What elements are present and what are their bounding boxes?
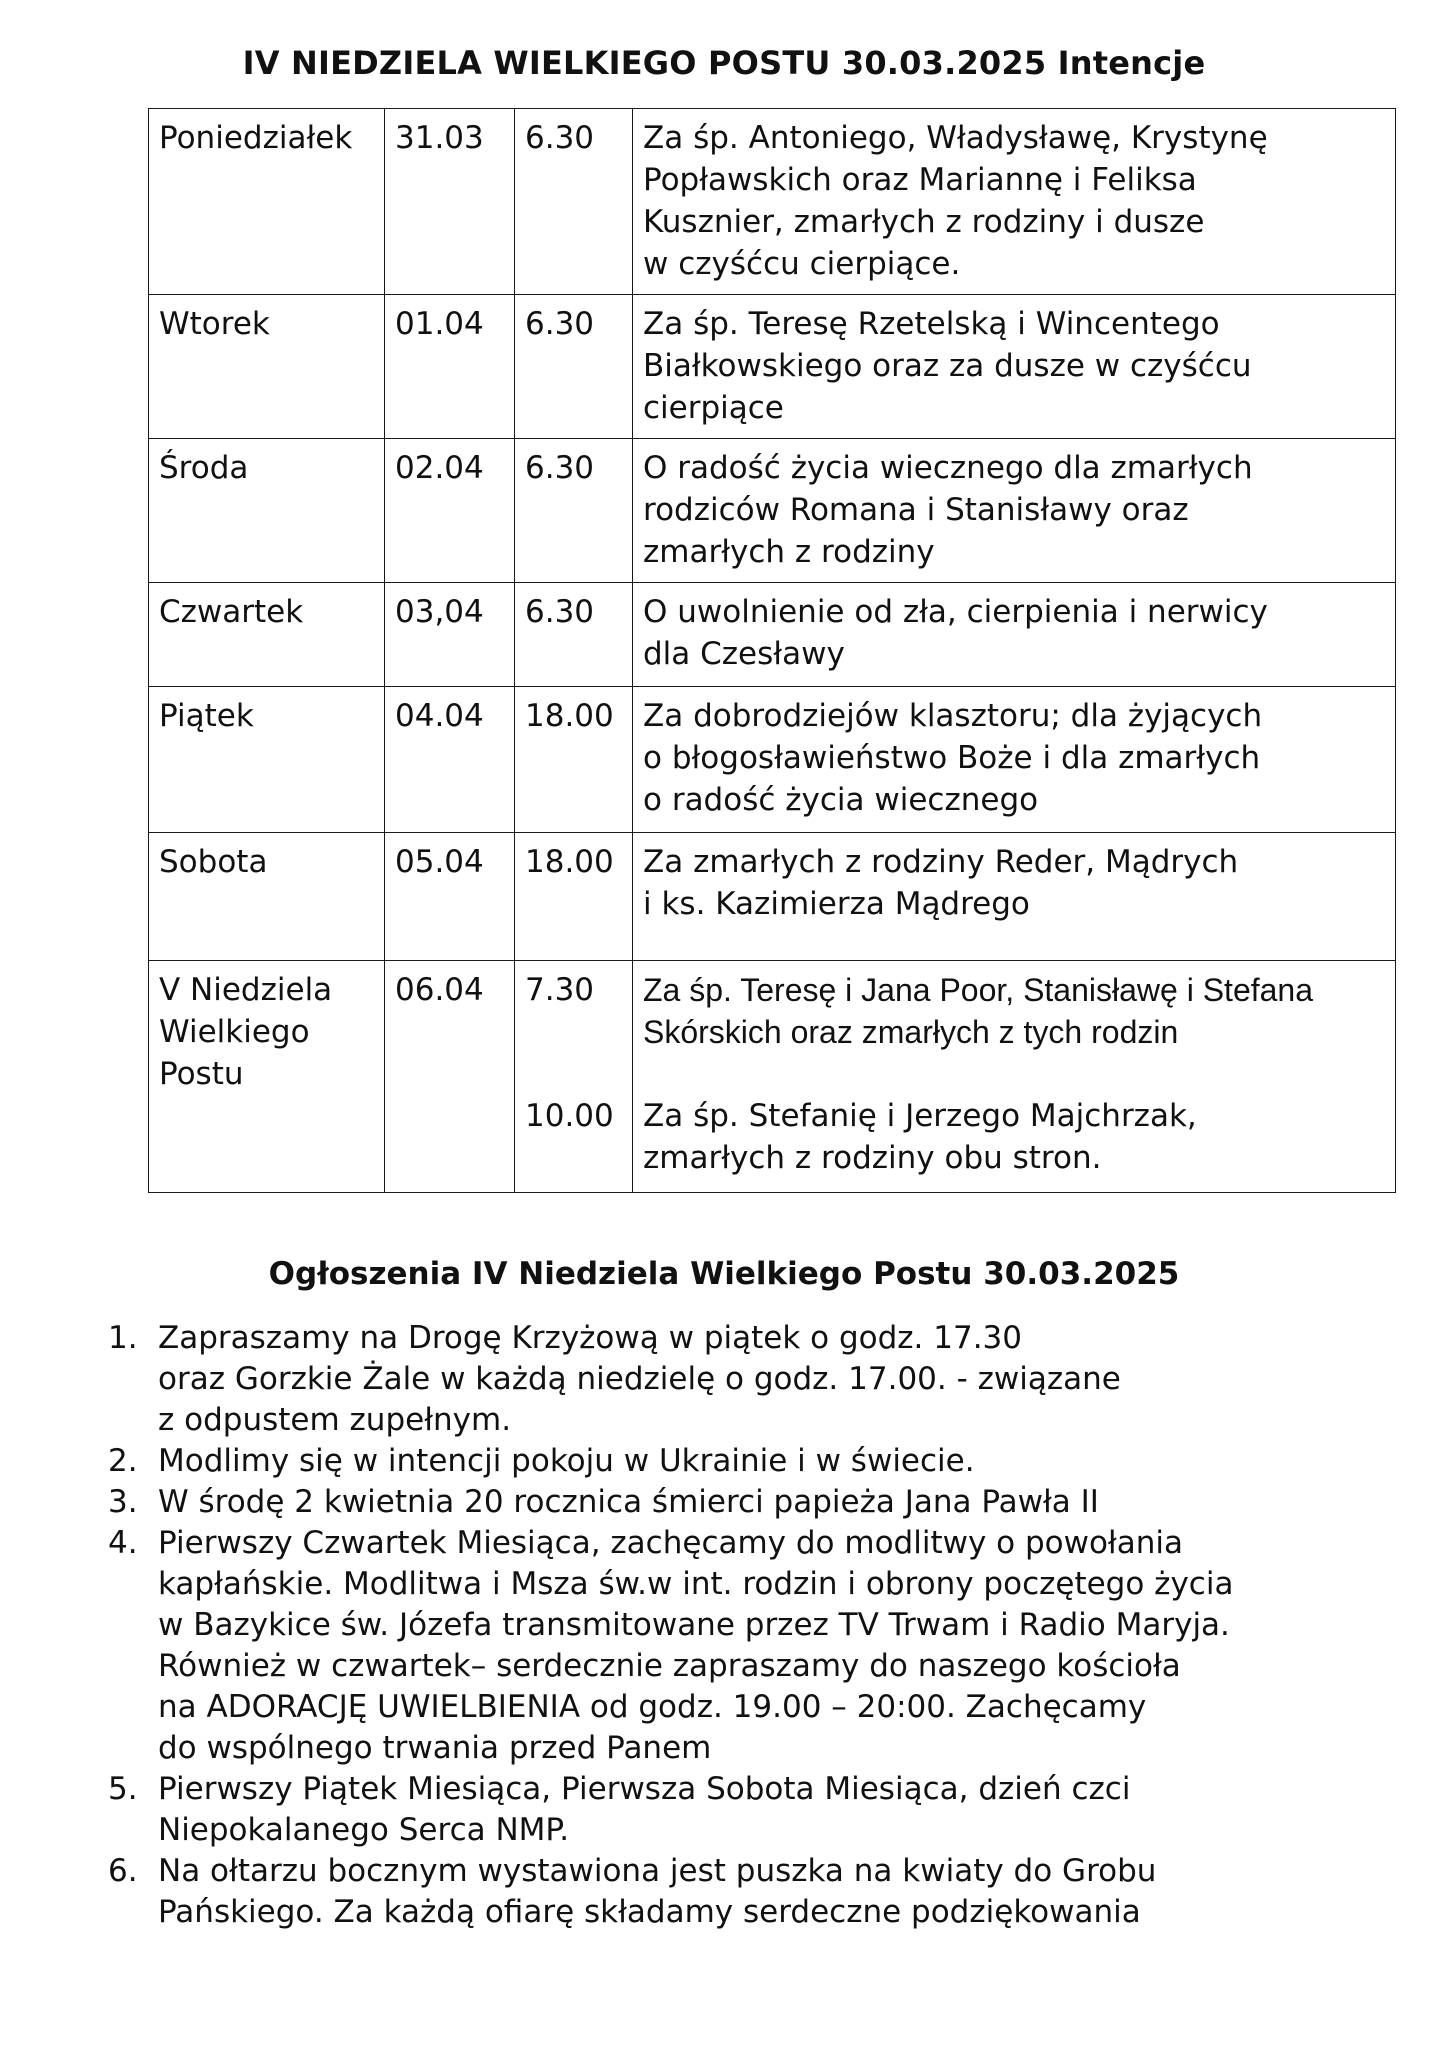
item-number: 2. — [108, 1443, 138, 1479]
day-cell: V Niedziela Wielkiego Postu — [149, 961, 385, 1193]
list-item — [108, 1523, 1368, 1769]
announcements-list — [108, 1318, 1368, 1933]
intention-cell: O uwolnienie od zła, cierpienia i nerwicy dla Czesławy — [633, 583, 1396, 687]
date-cell: 31.03 — [385, 109, 515, 295]
intention-cell: Za dobrodziejów klasztoru; dla żyjących o błogosławieństwo Boże i dla zmarłych o radość życia wiecznego — [633, 687, 1396, 833]
item-text: W środę 2 kwietnia 20 rocznica śmierci papieża Jana Pawła II — [158, 1484, 1099, 1520]
table-row — [149, 961, 1396, 1193]
day-cell: Czwartek — [149, 583, 385, 687]
intention-cell — [633, 961, 1396, 1193]
date-cell: 01.04 — [385, 295, 515, 439]
date-cell: 06.04 — [385, 961, 515, 1193]
item-text: Zapraszamy na Drogę Krzyżową w piątek o godz. 17.30 oraz Gorzkie Żale w każdą niedzielę o godz. 17.00. - związane z odpustem zupełnym. — [158, 1320, 1121, 1438]
time-entry-1: 7.30 — [525, 972, 595, 1008]
time-cell — [515, 961, 633, 1193]
list-item — [108, 1441, 1368, 1482]
time-cell: 6.30 — [515, 583, 633, 687]
time-cell: 18.00 — [515, 833, 633, 961]
item-number: 3. — [108, 1484, 138, 1520]
date-cell: 03,04 — [385, 583, 515, 687]
time-cell: 6.30 — [515, 439, 633, 583]
time-cell: 6.30 — [515, 109, 633, 295]
intentions-table — [148, 108, 1396, 1193]
page-title: IV NIEDZIELA WIELKIEGO POSTU 30.03.2025 Intencje — [242, 44, 1206, 82]
item-text: Na ołtarzu bocznym wystawiona jest puszka na kwiaty do Grobu Pańskiego. Za każdą ofiarę składamy serdeczne podziękowania — [158, 1853, 1157, 1930]
item-number: 1. — [108, 1320, 138, 1356]
intention-cell: O radość życia wiecznego dla zmarłych rodziców Romana i Stanisławy oraz zmarłych z rodziny — [633, 439, 1396, 583]
announcements-title: Ogłoszenia IV Niedziela Wielkiego Postu 30.03.2025 — [268, 1256, 1180, 1292]
time-cell: 6.30 — [515, 295, 633, 439]
intention-cell: Za zmarłych z rodziny Reder, Mądrych i ks. Kazimierza Mądrego — [633, 833, 1396, 961]
table-row — [149, 687, 1396, 833]
day-cell: Sobota — [149, 833, 385, 961]
time-entry-2: 10.00 — [525, 1098, 614, 1134]
day-cell: Poniedziałek — [149, 109, 385, 295]
table-row — [149, 583, 1396, 687]
date-cell: 05.04 — [385, 833, 515, 961]
day-cell: Piątek — [149, 687, 385, 833]
item-text: Pierwszy Czwartek Miesiąca, zachęcamy do modlitwy o powołania kapłańskie. Modlitwa i Msza św.w int. rodzin i obrony poczętego życia w Bazykice św. Józefa transmitowane przez TV Trwam i Radio Maryja. Również w czwartek– serdecznie zapraszamy do naszego kościoła na ADORACJĘ UWIELBIENIA od godz. 19.00 – 20:00. Zachęcamy do wspólnego trwania przed Panem — [158, 1525, 1234, 1766]
list-item — [108, 1318, 1368, 1441]
intention-cell: Za śp. Teresę Rzetelską i Wincentego Białkowskiego oraz za dusze w czyśćcu cierpiące — [633, 295, 1396, 439]
item-number: 4. — [108, 1525, 138, 1561]
table-row — [149, 439, 1396, 583]
date-cell: 02.04 — [385, 439, 515, 583]
day-cell: Wtorek — [149, 295, 385, 439]
item-number: 6. — [108, 1853, 138, 1889]
intention-entry-2: Za śp. Stefanię i Jerzego Majchrzak, zmarłych z rodziny obu stron. — [643, 1098, 1197, 1176]
intention-entry-1: Za śp. Teresę i Jana Poor, Stanisławę i Stefana Skórskich oraz zmarłych z tych rodzin — [643, 972, 1314, 1050]
day-cell: Środa — [149, 439, 385, 583]
item-text: Pierwszy Piątek Miesiąca, Pierwsza Sobota Miesiąca, dzień czci Niepokalanego Serca NMP. — [158, 1771, 1131, 1848]
item-text: Modlimy się w intencji pokoju w Ukrainie i w świecie. — [158, 1443, 975, 1479]
item-number: 5. — [108, 1771, 138, 1807]
list-item — [108, 1482, 1368, 1523]
table-row — [149, 109, 1396, 295]
list-item — [108, 1769, 1368, 1851]
time-cell: 18.00 — [515, 687, 633, 833]
intention-cell: Za śp. Antoniego, Władysławę, Krystynę Popławskich oraz Mariannę i Feliksa Kusznier, zmarłych z rodziny i dusze w czyśćcu cierpiące. — [633, 109, 1396, 295]
table-row — [149, 295, 1396, 439]
table-row — [149, 833, 1396, 961]
date-cell: 04.04 — [385, 687, 515, 833]
list-item — [108, 1851, 1368, 1933]
